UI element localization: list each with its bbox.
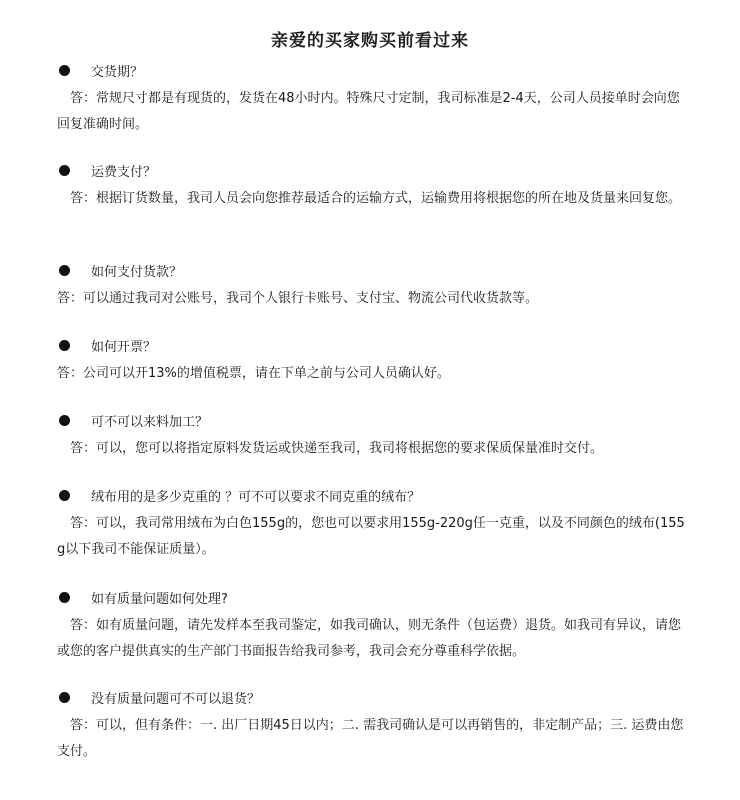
bullet-icon: [59, 265, 70, 276]
faq-answer: 答：可以，但有条件：一. 出厂日期45日以内；二. 需我司确认是可以再销售的，非定制产品；三. 运费由您支付。: [57, 718, 684, 759]
bullet-icon: [59, 415, 70, 426]
faq-question: 没有质量问题可不可以退货？: [91, 692, 261, 707]
faq-item-return-policy: [0, 687, 740, 765]
faq-question: 绒布用的是多少克重的 ？可不可以要求不同克重的绒布？: [91, 490, 421, 505]
faq-question-row: [0, 60, 740, 82]
faq-item-delivery-time: [0, 60, 740, 138]
bullet-icon: [59, 692, 70, 703]
bullet-icon: [59, 340, 70, 351]
bullet-icon: [59, 592, 70, 603]
faq-answer: 答：可以通过我司对公账号，我司个人银行卡账号、支付宝、物流公司代收货款等。: [57, 291, 539, 306]
faq-answer: 答：根据订货数量，我司人员会向您推荐最适合的运输方式，运输费用将根据您的所在地及货量来回复您。: [70, 191, 682, 206]
faq-item-payment: [0, 260, 740, 312]
bullet-icon: [59, 65, 70, 76]
faq-question-row: [0, 587, 740, 609]
faq-answer: 答：如有质量问题，请先发样本至我司鉴定，如我司确认，则无条件（包运费）退货。如我司有异议，请您或您的客户提供真实的生产部门书面报告给我司参考，我司会充分尊重科学依据。: [57, 618, 682, 659]
faq-answer: 答：可以，我司常用绒布为白色155g的，您也可以要求用155g-220g任一克重，以及不同颜色的绒布(155g以下我司不能保证质量）。: [57, 516, 685, 557]
faq-question: 如何支付货款？: [91, 265, 183, 280]
faq-question-row: [0, 160, 740, 182]
faq-answer: 答：公司可以开13%的增值税票，请在下单之前与公司人员确认好。: [57, 366, 450, 381]
faq-question: 运费支付？: [91, 165, 157, 180]
faq-answer: 答：常规尺寸都是有现货的，发货在48小时内。特殊尺寸定制，我司标准是2-4天，公司人员接单时会向您回复准确时间。: [57, 91, 680, 132]
faq-item-flannel-weight: [0, 485, 740, 563]
bullet-icon: [59, 165, 70, 176]
faq-item-material-processing: [0, 410, 740, 462]
faq-item-invoice: [0, 335, 740, 387]
faq-item-quality-issue: [0, 587, 740, 665]
faq-answer: 答：可以，您可以将指定原料发货运或快递至我司，我司将根据您的要求保质保量准时交付。: [70, 441, 604, 456]
page-title: 亲爱的买家购买前看过来: [271, 31, 469, 51]
faq-question-row: [0, 410, 740, 432]
faq-question: 交货期？: [91, 65, 144, 80]
bullet-icon: [59, 490, 70, 501]
faq-question-row: [0, 687, 740, 709]
faq-question-row: [0, 485, 740, 507]
faq-item-shipping-fee: [0, 160, 740, 212]
faq-question-row: [0, 260, 740, 282]
faq-question: 可不可以来料加工？: [91, 415, 209, 430]
faq-question: 如有质量问题如何处理?: [91, 592, 228, 607]
faq-question-row: [0, 335, 740, 357]
faq-question: 如何开票？: [91, 340, 157, 355]
